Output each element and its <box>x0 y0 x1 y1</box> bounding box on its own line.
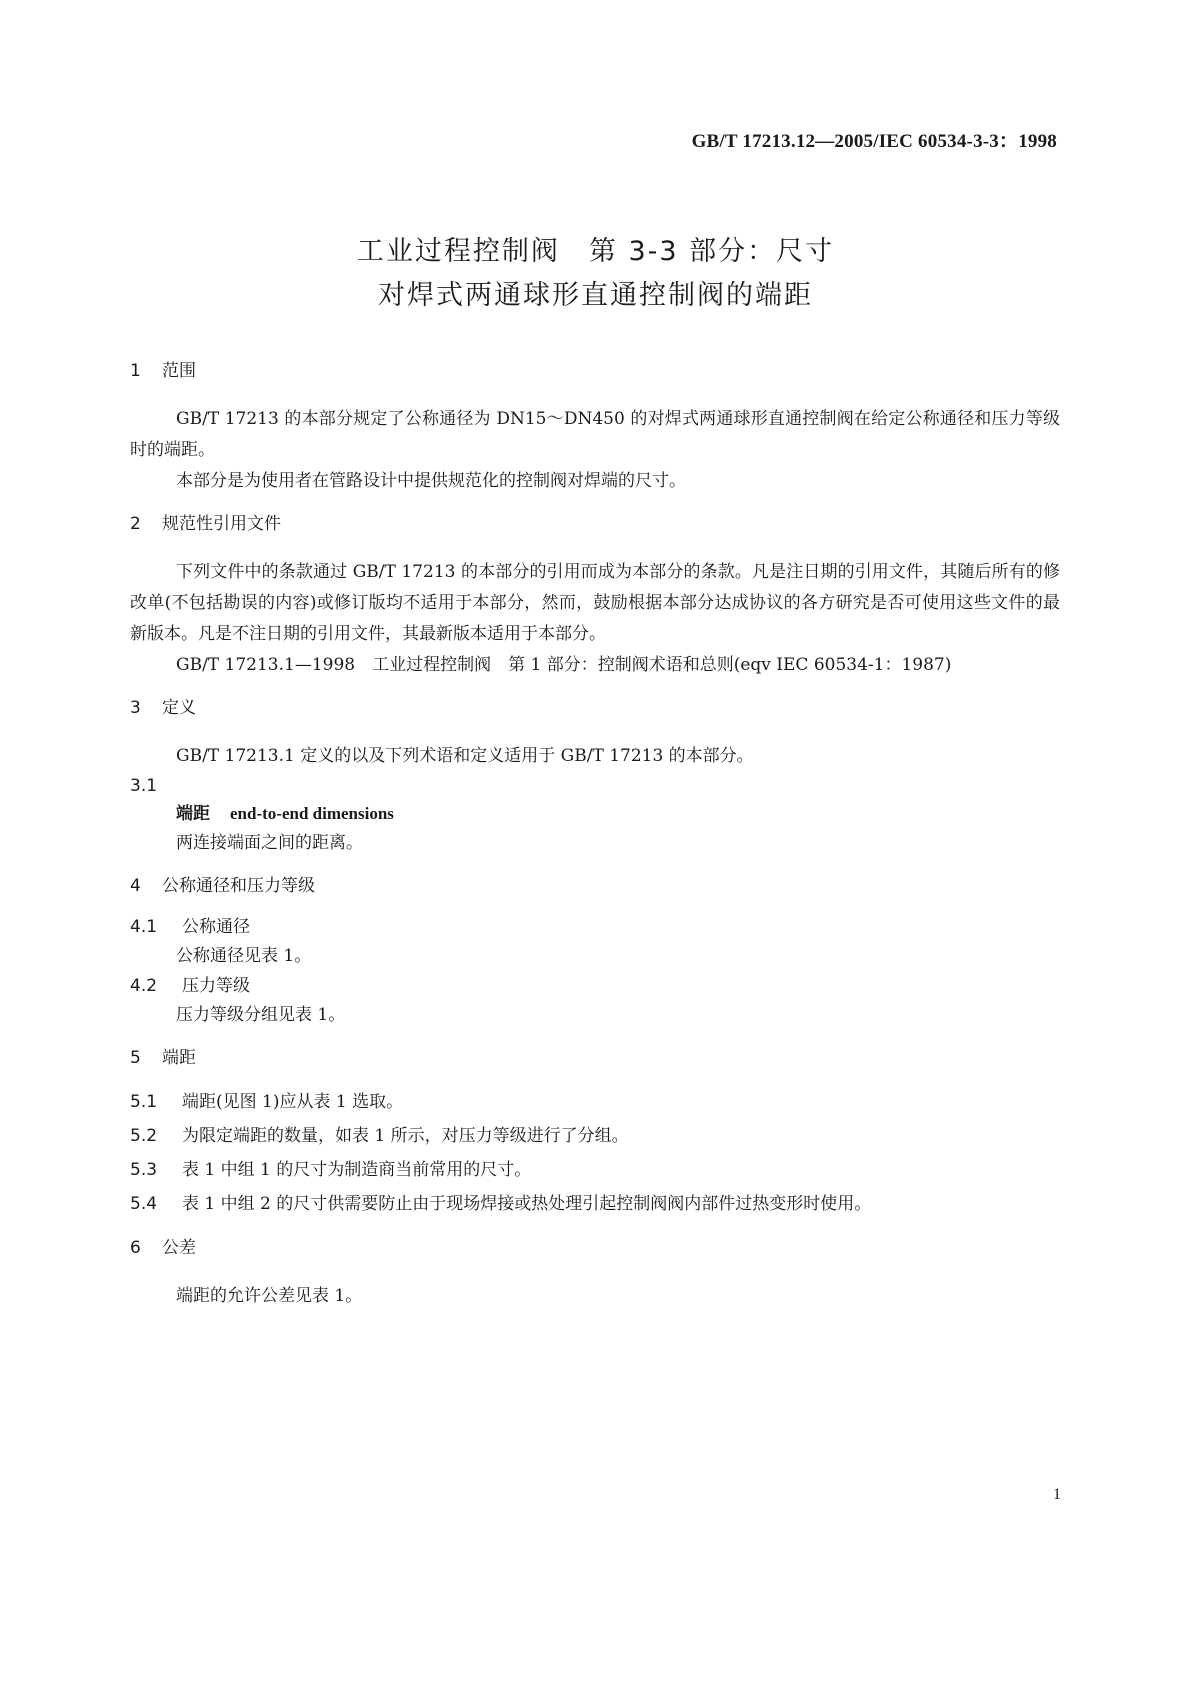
section-1-para-1: GB/T 17213 的本部分规定了公称通径为 DN15～DN450 的对焊式两通球形直通控制阀在给定公称通径和压力等级时的端距。 <box>130 409 1060 460</box>
standard-code: GB/T 17213.12—2005/IEC 60534-3-3：1998 <box>691 131 1057 152</box>
clause-number: 5.3 <box>130 1160 158 1180</box>
section-number: 4 <box>130 876 141 896</box>
section-number: 5 <box>130 1048 141 1068</box>
clause-4-2-heading <box>130 972 1060 1000</box>
section-title: 公差 <box>162 1238 196 1258</box>
clause-title: 压力等级 <box>182 976 250 996</box>
section-1-heading <box>130 360 1060 382</box>
section-6-heading <box>130 1237 1060 1259</box>
clause-text: 为限定端距的数量，如表 1 所示，对压力等级进行了分组。 <box>182 1126 629 1146</box>
clause-5-3 <box>130 1153 1060 1187</box>
section-6-para-1: 端距的允许公差见表 1。 <box>176 1286 363 1306</box>
term-definition: 两连接端面之间的距离。 <box>176 833 363 853</box>
section-title: 端距 <box>162 1048 196 1068</box>
term-chinese: 端距 <box>176 804 210 824</box>
clause-title: 公称通径 <box>182 917 250 937</box>
section-5-heading <box>130 1047 1060 1069</box>
clause-5-4 <box>130 1187 1060 1221</box>
section-title: 定义 <box>162 698 196 718</box>
section-4-heading <box>130 875 1060 897</box>
section-title: 范围 <box>162 361 196 381</box>
title-line-1: 工业过程控制阀 第 3-3 部分：尺寸 <box>356 236 835 267</box>
clause-5-2 <box>130 1119 1060 1153</box>
section-number: 1 <box>130 361 141 381</box>
clause-text: 端距(见图 1)应从表 1 选取。 <box>182 1092 404 1112</box>
clause-5-1 <box>130 1085 1060 1119</box>
section-3-heading <box>130 697 1060 719</box>
clause-number: 4.2 <box>130 976 158 996</box>
document-title <box>0 230 1191 318</box>
section-number: 3 <box>130 698 141 718</box>
section-number: 6 <box>130 1238 141 1258</box>
clause-number: 5.4 <box>130 1194 158 1214</box>
clause-number: 5.1 <box>130 1092 158 1112</box>
section-2-heading <box>130 513 1060 535</box>
section-1-para-2: 本部分是为使用者在管路设计中提供规范化的控制阀对焊端的尺寸。 <box>176 471 686 491</box>
clause-number: 5.2 <box>130 1126 158 1146</box>
clause-3-1-number: 3.1 <box>130 776 158 796</box>
section-number: 2 <box>130 514 141 534</box>
title-line-2: 对焊式两通球形直通控制阀的端距 <box>378 280 813 311</box>
clause-text: 表 1 中组 2 的尺寸供需要防止由于现场焊接或热处理引起控制阀阀内部件过热变形时使用。 <box>182 1194 872 1214</box>
section-title: 规范性引用文件 <box>162 514 281 534</box>
term-entry <box>130 800 1060 828</box>
normative-reference: GB/T 17213.1—1998 工业过程控制阀 第 1 部分：控制阀术语和总则(eqv IEC 60534-1：1987) <box>176 655 952 675</box>
clause-4-1-heading <box>130 913 1060 941</box>
page-number: 1 <box>1053 1486 1061 1503</box>
clause-4-2-text: 压力等级分组见表 1。 <box>176 1005 346 1025</box>
section-title: 公称通径和压力等级 <box>162 876 315 896</box>
clause-number: 4.1 <box>130 917 158 937</box>
clause-4-1-text: 公称通径见表 1。 <box>176 946 312 966</box>
section-3-para-1: GB/T 17213.1 定义的以及下列术语和定义适用于 GB/T 17213 的本部分。 <box>176 746 754 766</box>
clause-text: 表 1 中组 1 的尺寸为制造商当前常用的尺寸。 <box>182 1160 532 1180</box>
term-english: end-to-end dimensions <box>230 804 394 823</box>
section-2-para-1: 下列文件中的条款通过 GB/T 17213 的本部分的引用而成为本部分的条款。凡是注日期的引用文件，其随后所有的修改单(不包括勘误的内容)或修订版均不适用于本部分，然而，鼓励根据本部分达成协议的各方研究是否可使用这些文件的最新版本。凡是不注日期的引用文件，其最新版本适用于本部分。 <box>130 562 1060 644</box>
document-body <box>130 360 1060 1312</box>
